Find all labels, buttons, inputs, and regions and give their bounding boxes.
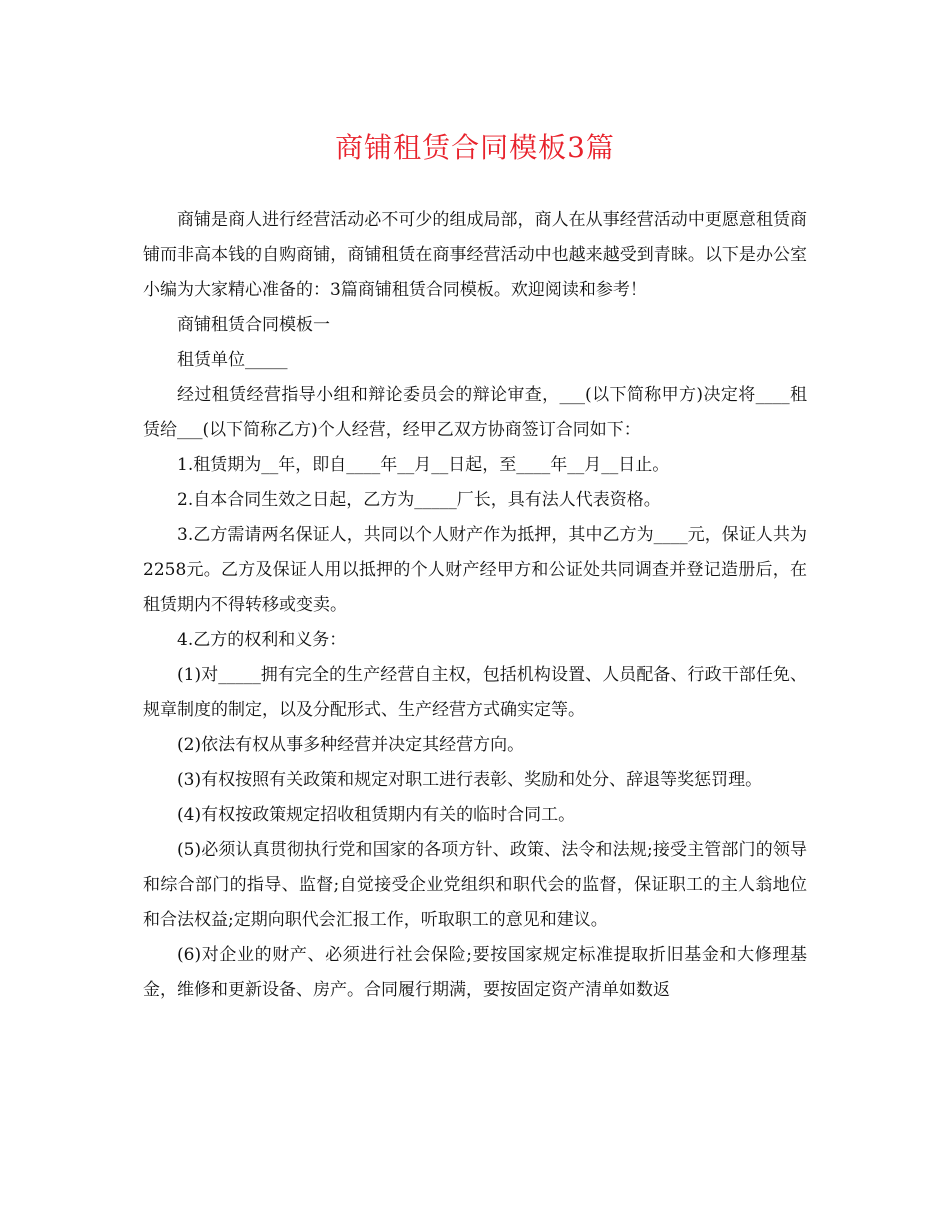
document-body [143,203,807,1008]
document-title: 商铺租赁合同模板3篇 [335,131,615,164]
clause-4-heading: 4.乙方的权利和义务： [177,630,347,650]
contract-preamble: 经过租赁经营指导小组和辩论委员会的辩论审查，___(以下简称甲方)决定将____租赁给___(以下简称乙方)个人经营，经甲乙双方协商签订合同如下： [143,385,807,440]
clause-3: 3.乙方需请两名保证人，共同以个人财产作为抵押，其中乙方为____元，保证人共为2258元。乙方及保证人用以抵押的个人财产经甲方和公证处共同调查并登记造册后，在租赁期内不得转移或变卖。 [143,525,807,615]
subclause-4: (4)有权按政策规定招收租赁期内有关的临时合同工。 [177,805,576,825]
subclause-6: (6)对企业的财产、必须进行社会保险;要按国家规定标准提取折旧基金和大修理基金，维修和更新设备、房产。合同履行期满，要按固定资产清单如数返 [143,945,807,1000]
template-heading: 商铺租赁合同模板一 [177,315,330,335]
subclause-3: (3)有权按照有关政策和规定对职工进行表彰、奖励和处分、辞退等奖惩罚理。 [177,770,763,790]
subclause-1: (1)对_____拥有完全的生产经营自主权，包括机构设置、人员配备、行政干部任免、规章制度的制定，以及分配形式、生产经营方式确实定等。 [143,665,807,720]
subclause-5: (5)必须认真贯彻执行党和国家的各项方针、政策、法令和法规;接受主管部门的领导和综合部门的指导、监督;自觉接受企业党组织和职代会的监督，保证职工的主人翁地位和合法权益;定期向职代会汇报工作，听取职工的意见和建议。 [143,840,807,930]
clause-2: 2.自本合同生效之日起，乙方为_____厂长，具有法人代表资格。 [177,490,661,510]
subclause-2: (2)依法有权从事多种经营并决定其经营方向。 [177,735,525,755]
clause-1: 1.租赁期为__年，即自____年__月__日起，至____年__月__日止。 [177,455,670,475]
intro-paragraph: 商铺是商人进行经营活动必不可少的组成局部，商人在从事经营活动中更愿意租赁商铺而非高本钱的自购商铺，商铺租赁在商事经营活动中也越来越受到青睐。以下是办公室小编为大家精心准备的：3篇商铺租赁合同模板。欢迎阅读和参考！ [143,210,807,300]
lessor-unit-line: 租赁单位_____ [177,350,288,370]
